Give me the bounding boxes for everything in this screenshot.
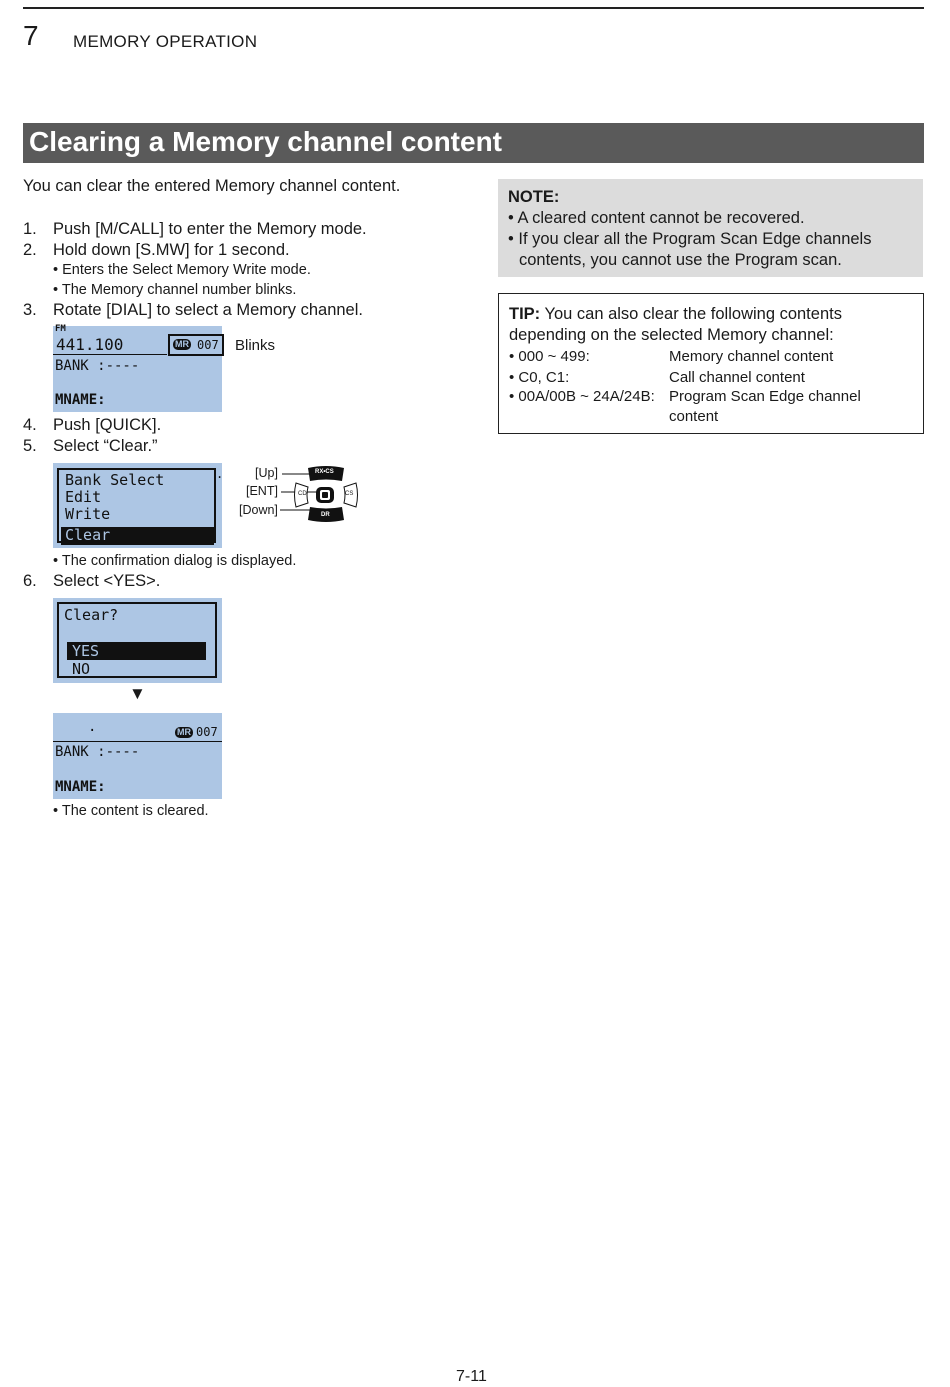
- page-number: 7-11: [456, 1368, 487, 1385]
- note-line-1: • A cleared content cannot be recovered.: [508, 209, 805, 227]
- step-number: 3.: [23, 301, 37, 319]
- note-line-2: • If you clear all the Program Scan Edge channels: [508, 230, 872, 248]
- lcd-mname: MNAME:: [55, 392, 106, 408]
- lcd-channel-box: [171, 337, 221, 353]
- keypad-label-down: [Down]: [239, 503, 278, 517]
- lcd-memory-channel: [53, 326, 222, 412]
- dialog-yes-option: YES: [72, 642, 100, 660]
- mr-icon: MR: [177, 727, 191, 737]
- down-arrow-icon: ▼: [129, 684, 146, 703]
- step-text: Push [QUICK].: [53, 416, 162, 434]
- lcd-frequency-empty: .: [88, 719, 97, 735]
- step-2-bullet-2: • The Memory channel number blinks.: [53, 282, 297, 298]
- keypad-label-up: [Up]: [255, 466, 278, 480]
- step-6: [23, 572, 160, 591]
- confirm-dialog-box: [57, 602, 217, 678]
- tip-row-2-range: • C0, C1:: [509, 369, 570, 386]
- lcd-bank: BANK :----: [55, 358, 140, 374]
- tip-row-1-content: Memory channel content: [669, 348, 834, 365]
- key-bottom-label: DR: [321, 512, 330, 518]
- tip-row-3-range: • 00A/00B ~ 24A/24B:: [509, 388, 655, 405]
- tip-row-1-range: • 000 ~ 499:: [509, 348, 590, 365]
- header-rule: [23, 7, 924, 9]
- note-heading: NOTE:: [508, 188, 560, 206]
- key-right-label: CS: [345, 491, 354, 497]
- tip-text-1: You can also clear the following contents: [540, 305, 842, 323]
- step-2: [23, 241, 290, 260]
- step-text: Select “Clear.”: [53, 437, 158, 455]
- step-number: 1.: [23, 220, 37, 238]
- step-text: Push [M/CALL] to enter the Memory mode.: [53, 220, 367, 238]
- step-5: [23, 437, 158, 456]
- dialog-no-option: NO: [72, 660, 91, 678]
- lcd-confirm-dialog: [53, 598, 222, 683]
- step-5-bullet: • The confirmation dialog is displayed.: [53, 553, 297, 569]
- step-4: [23, 416, 161, 435]
- step-text: Rotate [DIAL] to select a Memory channel.: [53, 301, 363, 319]
- lcd-mode: FM: [55, 324, 66, 334]
- keypad-label-ent: [ENT]: [246, 484, 278, 498]
- tip-row-3-content: Program Scan Edge channel: [669, 388, 861, 405]
- blinks-label: Blinks: [235, 337, 276, 354]
- lcd-channel-number: 007: [197, 338, 219, 352]
- lcd-frequency: 441.100: [56, 335, 124, 354]
- quick-menu-box: [57, 468, 216, 543]
- section-title: Clearing a Memory channel content: [29, 126, 502, 157]
- tip-line-2: depending on the selected Memory channel:: [509, 326, 834, 344]
- mr-icon: MR: [175, 339, 189, 349]
- tip-label: TIP:: [509, 305, 541, 323]
- key-left-label: CD: [298, 491, 307, 497]
- intro-text: You can clear the entered Memory channel content.: [23, 177, 401, 195]
- chapter-number: 7: [23, 20, 39, 51]
- lcd-channel-number: 007: [196, 725, 218, 739]
- section-banner: [23, 123, 924, 163]
- key-top-label: RX•CS: [315, 469, 334, 475]
- step-1: [23, 220, 367, 239]
- tip-row-2-content: Call channel content: [669, 369, 805, 386]
- step-text: Select <YES>.: [53, 572, 161, 590]
- final-bullet: • The content is cleared.: [53, 803, 209, 819]
- step-number: 4.: [23, 416, 37, 434]
- note-box: [498, 179, 923, 277]
- menu-item-edit: Edit: [65, 488, 102, 506]
- step-3: [23, 301, 363, 320]
- lcd-quick-menu: [53, 463, 222, 548]
- chapter-title: MEMORY OPERATION: [73, 32, 258, 51]
- tip-row-3-content-cont: content: [669, 408, 719, 425]
- menu-item-clear: Clear: [65, 526, 111, 544]
- tip-box: [498, 293, 924, 434]
- lcd-divider: [53, 741, 222, 742]
- lcd-divider: [53, 354, 167, 355]
- step-number: 6.: [23, 572, 37, 590]
- step-number: 5.: [23, 437, 37, 455]
- tip-line-1: [509, 305, 842, 324]
- keypad-diagram: [236, 463, 366, 525]
- step-text: Hold down [S.MW] for 1 second.: [53, 241, 290, 259]
- lcd-bank: BANK :----: [55, 744, 140, 760]
- lcd-mname: MNAME:: [55, 779, 106, 795]
- lcd-corner-mark: .: [216, 467, 224, 481]
- step-2-bullet-1: • Enters the Select Memory Write mode.: [53, 262, 311, 278]
- step-number: 2.: [23, 241, 37, 259]
- menu-item-write: Write: [65, 505, 111, 523]
- note-line-3: contents, you cannot use the Program scan.: [519, 251, 842, 269]
- menu-item-bank-select: Bank Select: [65, 471, 165, 489]
- lcd-cleared-channel: [53, 713, 222, 799]
- dialog-title: Clear?: [64, 606, 119, 624]
